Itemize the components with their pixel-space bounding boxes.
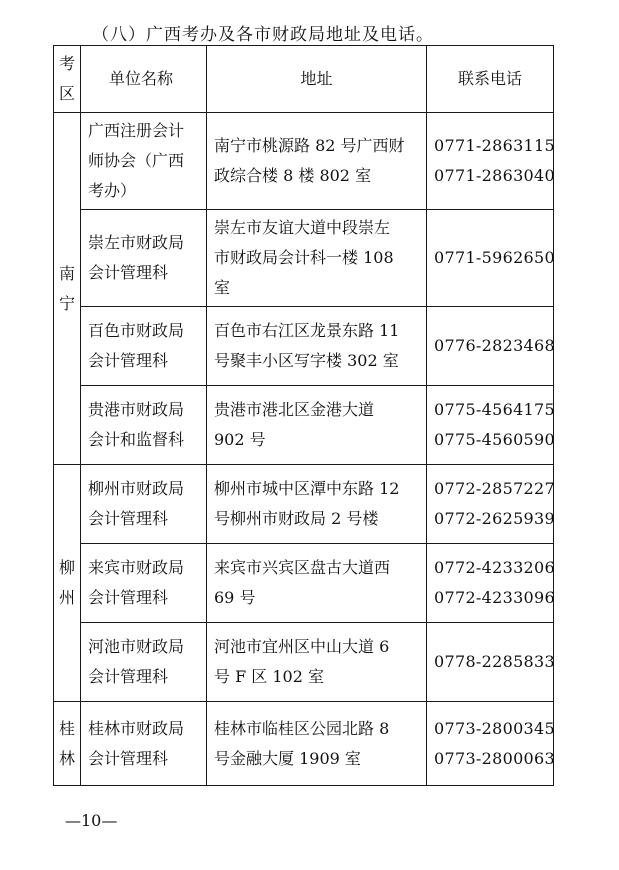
unit-phone — [427, 386, 554, 465]
unit-name: 广西注册会计 师协会（广西 考办） — [81, 113, 207, 210]
header-phone: 联系电话 — [427, 46, 554, 113]
table-header-row — [54, 46, 554, 113]
unit-address: 来宾市兴宾区盘古大道西 69 号 — [207, 544, 427, 623]
table-row — [54, 113, 554, 210]
region-char: 州 — [58, 588, 75, 607]
contact-table — [53, 45, 554, 786]
header-name: 单位名称 — [81, 46, 207, 113]
phone-number: 0773-2800345 — [434, 718, 555, 738]
unit-phone — [427, 210, 554, 307]
unit-phone — [427, 113, 554, 210]
table-row — [54, 623, 554, 702]
region-char: 宁 — [58, 293, 75, 313]
unit-name: 贵港市财政局 会计和监督科 — [81, 386, 207, 465]
section-heading: （八）广西考办及各市财政局地址及电话。 — [92, 25, 434, 45]
header-region-char: 区 — [58, 84, 75, 103]
region-cell-liuzhou — [54, 465, 81, 702]
unit-address: 柳州市城中区潭中东路 12 号柳州市财政局 2 号楼 — [207, 465, 427, 544]
table-row — [54, 210, 554, 307]
unit-name: 河池市财政局 会计管理科 — [81, 623, 207, 702]
header-region-char: 考 — [58, 54, 75, 73]
header-region — [54, 46, 81, 113]
unit-name: 桂林市财政局 会计管理科 — [81, 702, 207, 786]
unit-name: 柳州市财政局 会计管理科 — [81, 465, 207, 544]
table-row — [54, 702, 554, 786]
phone-number: 0776-2823468 — [434, 336, 555, 355]
phone-number: 0771-2863115 — [434, 136, 555, 155]
unit-phone — [427, 544, 554, 623]
phone-number: 0771-5962650 — [434, 248, 555, 267]
page-number: —10— — [65, 811, 118, 830]
phone-number: 0773-2800063 — [434, 748, 555, 768]
region-cell-nanning — [54, 113, 81, 465]
unit-name: 百色市财政局 会计管理科 — [81, 307, 207, 386]
phone-number: 0772-4233096 — [434, 588, 555, 607]
phone-number: 0775-4560590 — [434, 430, 555, 449]
unit-phone — [427, 702, 554, 786]
region-char: 南 — [58, 263, 75, 283]
table-row — [54, 465, 554, 544]
unit-name: 崇左市财政局 会计管理科 — [81, 210, 207, 307]
unit-address: 百色市右江区龙景东路 11 号聚丰小区写字楼 302 室 — [207, 307, 427, 386]
region-cell-guilin — [54, 702, 81, 786]
unit-address: 贵港市港北区金港大道 902 号 — [207, 386, 427, 465]
phone-number: 0775-4564175 — [434, 400, 555, 419]
phone-number: 0772-2625939 — [434, 509, 555, 528]
phone-number: 0778-2285833 — [434, 652, 555, 671]
unit-address: 桂林市临桂区公园北路 8 号金融大厦 1909 室 — [207, 702, 427, 786]
unit-name: 来宾市财政局 会计管理科 — [81, 544, 207, 623]
table-row — [54, 386, 554, 465]
unit-address: 南宁市桃源路 82 号广西财 政综合楼 8 楼 802 室 — [207, 113, 427, 210]
phone-number: 0772-2857227 — [434, 479, 555, 498]
phone-number: 0771-2863040 — [434, 166, 555, 185]
phone-number: 0772-4233206 — [434, 558, 555, 577]
unit-address: 河池市宜州区中山大道 6 号 F 区 102 室 — [207, 623, 427, 702]
table-row — [54, 544, 554, 623]
region-char: 桂 — [58, 718, 75, 738]
unit-phone — [427, 623, 554, 702]
unit-phone — [427, 465, 554, 544]
table-row — [54, 307, 554, 386]
region-char: 林 — [58, 748, 75, 768]
unit-phone — [427, 307, 554, 386]
header-address: 地址 — [207, 46, 427, 113]
region-char: 柳 — [58, 558, 75, 577]
unit-address: 崇左市友谊大道中段崇左 市财政局会计科一楼 108 室 — [207, 210, 427, 307]
